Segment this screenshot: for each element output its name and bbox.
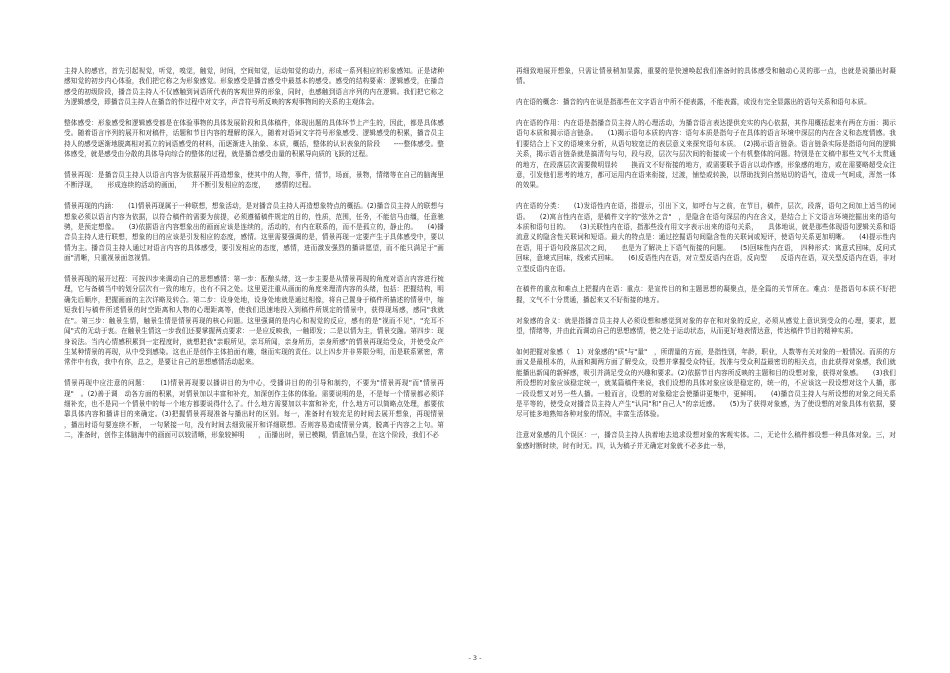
paragraph: 内在语的概念：播音的内在说是指那些在文字语言中所不便表露，不能表露，或没有完全显露出的语句关系和语句本质。 (516, 98, 871, 107)
paragraph: 在稿件的重点和难点上把握内在语：重点：是宣传目的和主题思想的凝聚点，是全篇的关节所在。难点：是指语句本质不好把握，文气不十分贯通，播起来又不好衔接的地方。 (516, 285, 896, 304)
paragraph: 整体感受：形象感受和逻辑感受都是在体验事物的具体发展阶段和具体稿件，体现出题的具体环节上产生的，因此，都是具体感受。随着语言序列的展开和对稿件，话题和节目内容的理解的深入，随着对语词文字符号形象感受、逻辑感受的积累，播音员主持人的感受逐渐地脱离相对孤立的词语感受的材料，而逐渐进入抽象、本质，概括，整体的认识表象的阶段 ----整体感受。整体感受，就是感受由分散的具体导向综合的整体的过程，就是播音感受由量的积累导向质的飞跃的过程。 (64, 119, 444, 159)
paragraph: 内在语的分类： (1)发语性内在语，指提示，引出下文，如呼台与之前，在节目，稿件，层次，段落，语句之间加上适当的词语。 (2)寓言性内在语，是稿件文字的"弦外之音" ，是隐含在语句深层的内在含义，是结合上下文语言环境挖掘出来的语句本质和语句目的。 (3)关联性内在语，指那些没有用文字表示出来的语句关系， 具体地说，就是那些体现语句逻辑关系和语流意义的隐含性关联词和短语。最大的特点是：通过挖掘语句间隐含性的关联词或短评，使语句关系更加明晰。 (4)提示性内在语，用于语句段落层次之间， 也是为了解决上下语气衔接的问题。 (5)回味性内在语， 四种形式：寓意式回味，反问式回味，意境式回味，线索式回味。 (6)反语性内在语，对立型反语内在语，反向型 反语内在语，双关型反语内在语，非对立型反语内在语。 (516, 202, 896, 273)
right-text-column (516, 66, 896, 461)
paragraph: 情景再现的内涵： (1)情景再现属于一种联想，想象活动，是对播音员主持人再造想象特点的概括。(2)播音员主持人的联想与想象必须以语言内容为依据，以符合稿件的需要为前提，必须遵循稿件规定的目的，性质，范围，任务，不能信马由缰，任意驰骋，是预定想像。 (3)依据语言内容想象出的画面应该是连续的，活动的，有内在联系的，而不是孤立的，静止的。 (4)播音员主持人进行联想，想象的目的应该是引发相应的态度，感情。这里需要强调的是，情景再现一定要产生于具体感受中，要以情为主。播音员主持人通过对语言内容的具体感受，要引发相应的态度，感情，进而激发强烈的播讲愿望，而不能只满足于"画面"清晰，只重视景面忽视情。 (64, 202, 444, 263)
paragraph: 情景再现中应注意的问题： (1)情景再现要以播讲目的为中心，受播讲目的的引导和制约，不要为"情景再现"而"情景再现" 。(2)善于调 动各方面的积累，对情景加以丰富和补充，加深创作主体的体验。需要说明的是，不是每一个情景都必须详细补充，也不是同一个情景中的每一个地方都要说得什么了。什么地方需要加以丰富和补充，什么地方可以简略点处理，都要依靠具体内容和播讲目的来确定。(3)把握情景再现准备与播出时的区别。每一，准备时有较充足的时间去展开想象，再现情景 ，播出时语句要连续不断， 一句紧接一句，没有时间去细致展开和详细联想。否则容易造成情景分离，脱离于内容之上句。第二，准备时，创作主体脑海中的画面可以较清晰，形象较鲜明 ，而播出时，景已模糊，情意加凸显，在这个阶段，我们不必 (64, 379, 458, 440)
left-text-column (64, 66, 458, 451)
paragraph: 再细致地展开想象，只需让情景稍加显露，重要的是快速唤起我们准备时的具体感受和触动心灵的那一点，也就是说播出时凝情。 (516, 67, 896, 86)
paragraph: 主持人的感官，首先引起视觉，听觉，嗅觉，触觉，时间，空间知觉，运动知觉的动力，形成一系列相应的形象感知。正是诸种感知觉的初步内心体验，我们把它称之为形象感觉。形象感受是播音感受中最基本的感受。感受的结构要素：逻辑感受，在播音感受的初级阶段，播音员主持人不仅感触到词语所代表的客观世界的形象，同时，也感触到语言序列的内在逻辑。我们把它称之为逻辑感受，即播音员主持人在播音的作过程中对文字，声音符号所反映的客观事物间的关系的主观体会。 (64, 67, 444, 107)
paragraph: 情景再现：是播音员主持人以语言内容为依据展开再造想象，使其中的人物，事件，情节，场面，景物，情绪等在自己的脑海里不断浮现， 形成连续的活动的画面， 并不断引发相应的态度， 感情的过程。 (64, 171, 444, 190)
paragraph: 对象感的含义：就是指播音员主持人必须设想和感觉到对象的存在和对象的反应，必须从感觉上意识到受众的心理，要求，愿望，情绪等，并由此而调动自己的思想感情，使之处于运动状态，从而更好地表情达意，传达稿件节目的精神实质。 (516, 316, 896, 336)
paragraph: 情景再现的展开过程：可按四步来调动自己的思想感情：第一步：酝酿头绪，这一步主要是从情景再现的角度对语言内容进行梳理，它与备稿当中的划分层次有一致的地方，也有不同之处。这里更注重从画面的角度来理清内容的头绪，包括：把握结构，明确先后顺序，把握画面的主次详略及转合。第二步：设身处地，设身处地就是通过相像，将自己置身于稿件所描述的情景中，缩短我们与稿件所述情景的时空距离和人物的心理距离等，使我们迅速地投入到稿件所规定的情景中，获得现场感，感同"我就在"。第三步：触景生情，触景生情是情景再现的核心问题。这里强调的是内心和视觉的反应，感有的是"视而不见"，"充耳不闻"式的无动于衷。在触景生情这一步我们还要掌握两点要求：一是应反映我，一触即发；二是以情为主，情景交融。第四步：现身说法。当内心情感积累到一定程度时，就想把我"亲眼所见，亲耳所闻，亲身所历，亲身所感"的情景再现给受众，并使受众产生某种情景的再现，从中受到感染。这也正是创作主体拍面有趣，继而实现的责任。以上四步并非界限分明，而是联系紧密，常常伴中有我，我中有你，总之，是要让自己的思想感情活动起来。 (64, 275, 444, 367)
paragraph: 注意对象感的几个误区：一，播音员主持人执着地去追求设想对象的客观实体。二，无论什么稿件都设想一种具体对象。三，对象感时断时续，时有时无。四，认为稿子并无确定对象就不必多此一举， (516, 431, 896, 450)
paragraph: 如何把握对象感（ 1）对象感的"质"与"量" ，所谓量的方面，是指性别，年龄，职业，人数等有关对象的一般情况。而质的方面又是最根本的，从面和揭两方面了解受众，设想并掌握受众特征，找准与受众利益最密切的相关点，由此获得对象感，我们就能播出新闻的新鲜感，吸引并满足受众的兴趣和要求。(2)依据节目内容所反映的主题和目的设想对象，获得对象感。 (3)我们所设想的对象应该稳定统一，就某篇稿件来说，我们设想的具体对象应该是稳定的，统一的，不应该这一段设想对这个人播，那一段设想又对另一些人播。一般而言，设想的对象稳定会使播讲更集中，更鲜明。 (4)播音员主持人与所设想的对象之间关系是平等的，使受众对播音员主持人产生"认同"和"自己人"的亲近感。 (5)为了获得对象感，为了使设想的对象具体有依据，要尽可能多地熟知各种对象的情况，丰富生活体验。 (516, 347, 896, 419)
page-number: - 3 - (468, 654, 482, 662)
paragraph: 内在语的作用：内在语是指播音员主持人的心理活动，为播音语言表达提供充实的内心依据，其作用概括起来有两在方面：揭示语句本质和揭示语言链条。 (1)揭示语句本质的内容：语句本质是指句子在具体的语言环境中深层的内在含义和态度情感。我们要结合上下文的语境来分析，从语句较宽泛的表层意义来探究语句本质。 (2)揭示语言链条。语言链条实际是指语句间的逻辑关系，揭示语言链条就是搞清句与句，段与段，层次与层次间的衔接或一个有机整体的问题。特别是在文稿中那些文气不太贯通的地方，在段落层次需要微明显转 换而文不好衔接的地方，或需要联予语言以动作感，形象感的地方，或在需要略超受众注意，引发他们思考的地方，都可运用内在语来衔接，过渡，铺垫或转换，以帮助找到自然贴切的语气，造成一气呵成，浑然一体的效果。 (516, 119, 896, 190)
